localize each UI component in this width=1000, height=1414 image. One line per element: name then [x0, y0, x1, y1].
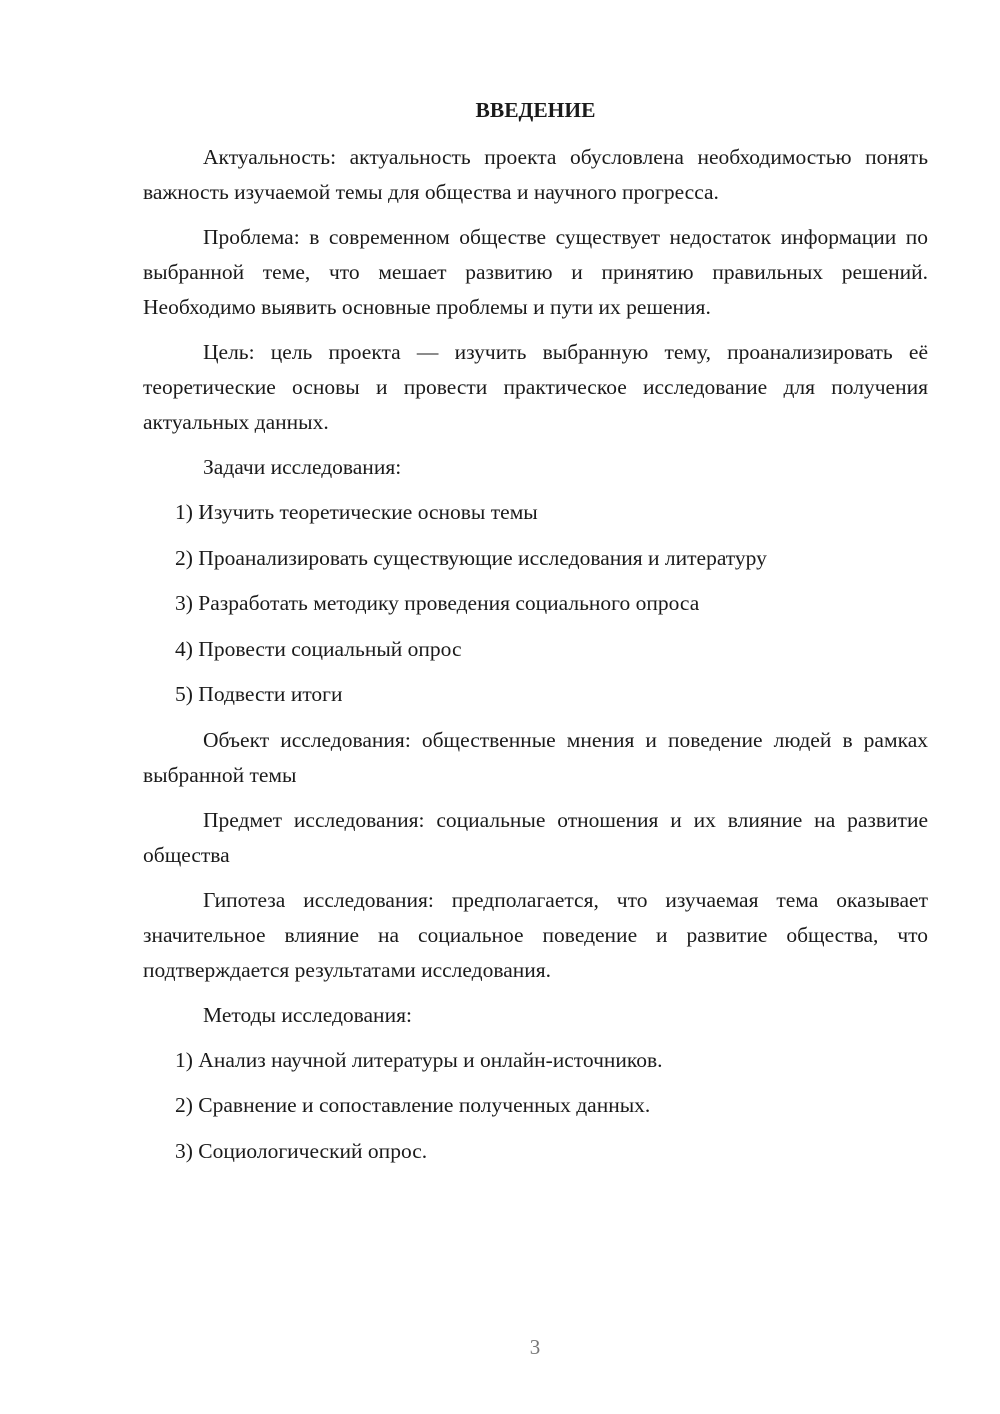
problem-paragraph: Проблема: в современном обществе существует недостаток информации по выбранной теме, что мешает развитию и принятию правильных решений. Необходимо выявить основные проблемы и пути их решения.: [143, 225, 928, 319]
list-item-number: 3): [175, 591, 193, 615]
list-item-number: 5): [175, 682, 193, 706]
methods-label: Методы исследования:: [203, 1002, 412, 1027]
list-item-text: Проанализировать существующие исследования и литературу: [198, 545, 767, 570]
list-item-number: 3): [175, 1138, 193, 1163]
hypothesis-paragraph: Гипотеза исследования: предполагается, что изучаемая тема оказывает значительное влияние на социальное поведение и развитие общества, что подтверждается результатами исследования.: [143, 887, 928, 982]
list-item-text: Провести социальный опрос: [198, 636, 462, 661]
list-item-number: 4): [175, 636, 193, 661]
tasks-label: Задачи исследования:: [203, 455, 402, 479]
goal-paragraph: Цель: цель проекта — изучить выбранную тему, проанализировать её теоретические основы и провести практическое исследование для получения актуальных данных.: [143, 340, 928, 434]
object-paragraph: Объект исследования: общественные мнения и поведение людей в рамках выбранной темы: [143, 727, 928, 787]
list-item-number: 1): [175, 1047, 193, 1072]
list-item-text: Подвести итоги: [198, 682, 343, 706]
list-item: [143, 541, 928, 576]
tasks-list: [143, 495, 928, 712]
list-item: [143, 677, 928, 712]
list-item-number: 1): [175, 500, 193, 524]
list-item: [143, 1134, 928, 1169]
list-item-text: Сравнение и сопоставление полученных данных.: [198, 1093, 651, 1117]
subject-paragraph: Предмет исследования: социальные отношения и их влияние на развитие общества: [143, 807, 928, 867]
list-item: [143, 586, 928, 621]
list-item: [143, 495, 928, 530]
list-item-number: 2): [175, 545, 193, 570]
page-number: 3: [529, 1335, 541, 1359]
list-item-text: Разработать методику проведения социального опроса: [198, 591, 700, 615]
list-item: [143, 632, 928, 667]
list-item-text: Социологический опрос.: [198, 1138, 428, 1163]
list-item-number: 2): [175, 1093, 193, 1117]
list-item: [143, 1088, 928, 1123]
list-item-text: Анализ научной литературы и онлайн-источников.: [198, 1047, 663, 1072]
list-item: [143, 1043, 928, 1078]
list-item-text: Изучить теоретические основы темы: [198, 500, 538, 524]
page-content: [143, 93, 928, 1179]
relevance-paragraph: Актуальность: актуальность проекта обусловлена необходимостью понять важность изучаемой темы для общества и научного прогресса.: [143, 145, 928, 204]
section-heading: ВВЕДЕНИЕ: [475, 98, 596, 122]
methods-list: [143, 1043, 928, 1169]
